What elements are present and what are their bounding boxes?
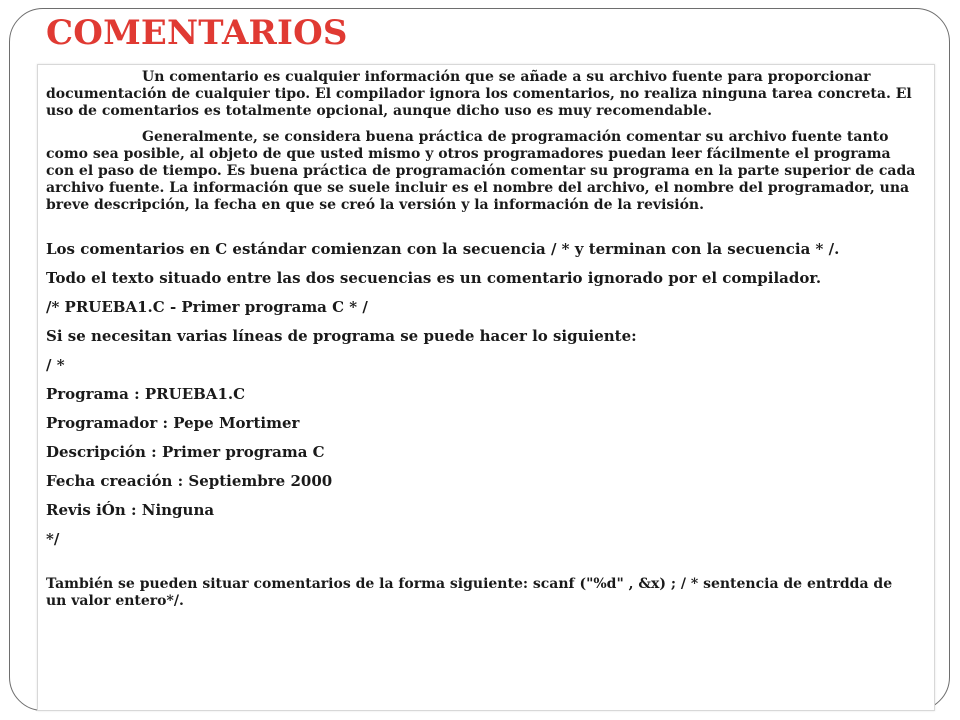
slide-title: COMENTARIOS — [46, 13, 348, 53]
code-line: /* PRUEBA1.C - Primer programa C * / — [46, 298, 368, 316]
text-line: Los comentarios en C estándar comienzan con la secuencia / * y terminan con la secuencia * /. — [46, 240, 840, 258]
code-line: Descripción : Primer programa C — [46, 443, 325, 461]
code-line: Fecha creación : Septiembre 2000 — [46, 472, 333, 490]
paragraph-intro: Un comentario es cualquier información que se añade a su archivo fuente para proporcionar documentación de cualquier tipo. El compilador ignora los comentarios, no realiza ninguna tarea concreta. El uso de comentarios es totalmente opcional, aunque dicho uso es muy recomendable. — [46, 69, 912, 119]
text-line: Si se necesitan varias líneas de programa se puede hacer lo siguiente: — [46, 327, 637, 345]
spacer — [46, 554, 916, 576]
code-line: Revis iÓn : Ninguna — [46, 501, 215, 519]
paragraph-good-practice: Generalmente, se considera buena práctica de programación comentar su archivo fuente tanto como sea posible, al objeto de que usted mismo y otros programadores puedan leer fácilmente el programa con el paso de tiempo. Es buena práctica de programación comentar su programa en la parte superior de cada archivo fuente. La información que se suele incluir es el nombre del archivo, el nombre del programador, una breve descripción, la fecha en que se creó la versión y la información de la revisión. — [46, 129, 916, 213]
code-line: / * — [46, 356, 65, 374]
code-line: */ — [46, 530, 60, 548]
content-box — [37, 64, 935, 711]
text-line: Todo el texto situado entre las dos secuencias es un comentario ignorado por el compilador. — [46, 269, 822, 287]
body-text — [46, 69, 916, 610]
paragraph-final: También se pueden situar comentarios de la forma siguiente: scanf ("%d" , &x) ; / * sentencia de entrdda de un valor entero*/. — [46, 576, 893, 609]
code-line: Programador : Pepe Mortimer — [46, 414, 300, 432]
code-line: Programa : PRUEBA1.C — [46, 385, 246, 403]
